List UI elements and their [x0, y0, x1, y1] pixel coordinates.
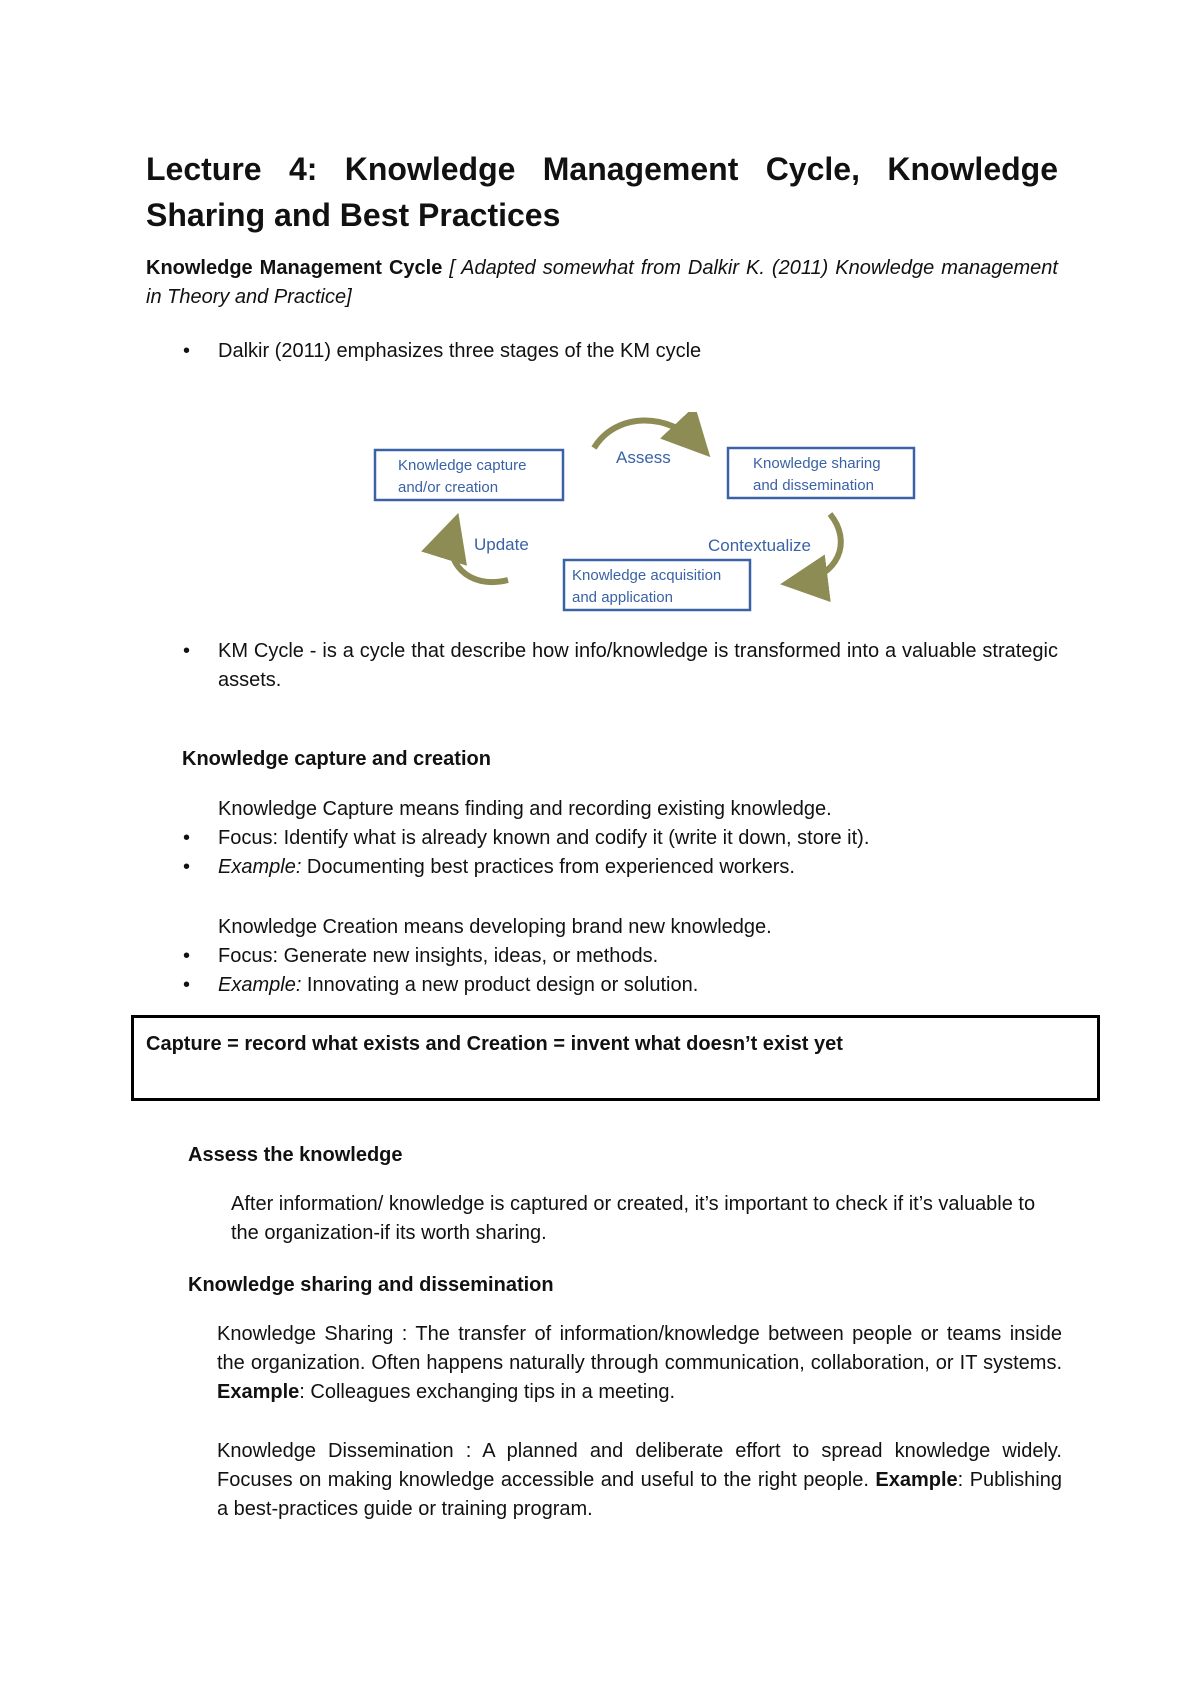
dissemination-example-label: Example: [875, 1469, 958, 1491]
creation-focus: Focus: Generate new insights, ideas, or methods.: [218, 945, 659, 967]
bullet-stages: Dalkir (2011) emphasizes three stages of the KM cycle: [218, 340, 702, 362]
box-sharing-line1: Knowledge sharing: [753, 455, 881, 472]
kmc-reference: [ Adapted somewhat from Dalkir K. (2011) Knowledge management in Theory and Practice]: [146, 257, 1058, 308]
sharing-heading: Knowledge sharing and dissemination: [188, 1274, 554, 1296]
summary-box: [131, 1015, 1100, 1101]
sharing-body-text: Knowledge Sharing : The transfer of information/knowledge between people or teams inside the organization. Often happens naturally through communication, collaboration, or IT systems.: [217, 1323, 1062, 1374]
creation-example: [218, 971, 1058, 1000]
dissemination-example-text: : Publishing a best-practices guide or training program.: [217, 1469, 1062, 1520]
box-acq-line1: Knowledge acquisition: [572, 567, 722, 584]
kmc-heading: Knowledge Management Cycle: [146, 257, 443, 279]
label-assess: Assess: [616, 448, 671, 467]
bullet-dot: •: [183, 340, 191, 362]
box-capture-line1: Knowledge capture: [398, 457, 527, 474]
capture-example-label: Example:: [218, 856, 302, 878]
capture-heading: Knowledge capture and creation: [182, 748, 491, 770]
summary-box-text: Capture = record what exists and Creation = invent what doesn’t exist yet: [146, 1033, 843, 1055]
box-acq-line2: and application: [572, 589, 673, 606]
capture-example-text: Documenting best practices from experienced workers.: [301, 856, 795, 878]
label-contextualize: Contextualize: [708, 536, 812, 555]
page-title: Lecture 4: Knowledge Management Cycle, Knowledge Sharing and Best Practices: [146, 151, 1058, 233]
sharing-example-text: : Colleagues exchanging tips in a meeting.: [299, 1381, 676, 1403]
creation-example-text: Innovating a new product design or solution.: [301, 974, 699, 996]
assess-arrow: [594, 420, 698, 448]
creation-example-label: Example:: [218, 974, 302, 996]
kmc-intro: [146, 254, 1058, 312]
box-capture-line2: and/or creation: [398, 479, 499, 496]
box-sharing-line2: and dissemination: [753, 477, 874, 494]
sharing-example-label: Example: [217, 1381, 300, 1403]
sharing-body: [217, 1320, 1062, 1407]
capture-definition: Knowledge Capture means finding and recording existing knowledge.: [218, 798, 832, 820]
bullet-km-cycle: KM Cycle - is a cycle that describe how info/knowledge is transformed into a valuable strategic assets.: [218, 640, 1058, 691]
km-cycle-diagram: [368, 412, 928, 612]
creation-definition: Knowledge Creation means developing brand new knowledge.: [218, 916, 772, 938]
assess-heading: Assess the knowledge: [188, 1144, 403, 1166]
bullet-dot: •: [183, 640, 191, 662]
assess-body: After information/ knowledge is captured or created, it’s important to check if it’s valuable to the organization-if its worth sharing.: [231, 1193, 1036, 1244]
bullet-dot: •: [183, 974, 191, 996]
dissemination-body-text: Knowledge Dissemination : A planned and deliberate effort to spread knowledge widely. Focuses on making knowledge accessible and useful to the right people.: [217, 1440, 1062, 1491]
capture-example: [218, 853, 1078, 882]
bullet-dot: •: [183, 827, 191, 849]
label-update: Update: [474, 535, 529, 554]
dissemination-body: [217, 1437, 1062, 1524]
bullet-dot: •: [183, 856, 191, 878]
capture-focus: Focus: Identify what is already known and codify it (write it down, store it).: [218, 827, 870, 849]
bullet-dot: •: [183, 945, 191, 967]
